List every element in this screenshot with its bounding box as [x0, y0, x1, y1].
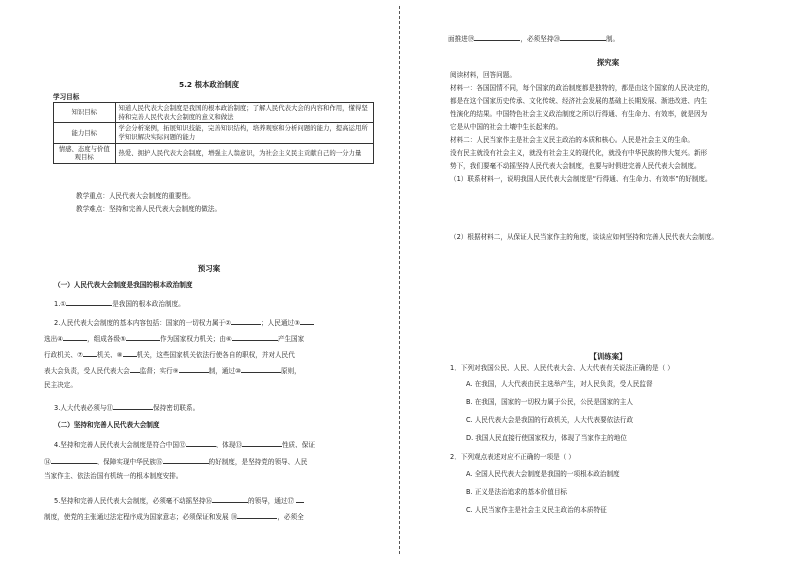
goals-heading: 学习目标: [53, 93, 80, 101]
question-5-line-1: 5.坚持和完善人民代表大会制度，必须毫不动摇坚持⑯ 的领导，通过⑰: [54, 495, 304, 507]
section-heading-1: （一）人民代表大会制度是我国的根本政治制度: [54, 281, 193, 289]
option-b: B. 在我国，国家的一切权力属于公民，公民是国家的主人: [466, 398, 633, 406]
option-c: C. 人民当家作主是社会主义民主政治的本质特征: [466, 506, 607, 514]
question-2-line-5: 民主决定。: [44, 381, 77, 389]
right-column: [448, 0, 768, 561]
material-1-line: 材料一：各国国情不同，每个国家的政治制度都是独特的，都是由这个国家的人民决定的，: [450, 84, 714, 92]
inquiry-title: 探究案: [596, 58, 620, 67]
answer-blank[interactable]: [163, 456, 209, 464]
lesson-title: 5.2 根本政治制度: [178, 80, 239, 89]
question-5-line-2: 制度，使党的主张通过法定程序成为国家意志；必须保证和发展 ⑱ ，必须全: [44, 513, 304, 521]
material-1-line: 都是在这个国家历史传承、文化传统、经济社会发展的基础上长期发展、渐进改进、内生: [450, 97, 708, 105]
answer-blank[interactable]: [63, 333, 87, 341]
goal-description: 知道人民代表大会制度是我国的根本政治制度；了解人民代表大会的内容和作用，懂得坚持和完善人民代表大会制度的意义和做法: [115, 103, 374, 123]
training-title: 【训练案】: [589, 352, 627, 361]
answer-blank[interactable]: [179, 365, 209, 373]
answer-blank[interactable]: [241, 365, 281, 373]
goals-table: [53, 102, 374, 164]
answer-blank[interactable]: [300, 317, 314, 325]
material-1-line: 它是从中国的社会土壤中生长起来的。: [450, 123, 563, 131]
answer-blank[interactable]: [237, 511, 277, 519]
question-2-line-4: 表大会负责，受人民代表大会 监督；实行⑨ 制，通过⑩ 原则，: [44, 367, 301, 375]
table-row: [54, 103, 374, 123]
goal-description: 热爱、拥护人民代表大会制度，增强主人翁意识，为社会主义民主贡献自己的一分力量: [115, 143, 374, 163]
question-2-line-1: 2.人民代表大会制度的基本内容包括：国家的一切权力属于② ；人民通过③: [54, 317, 314, 329]
continued-line: 面推进⑲ ，必须坚持⑳ 制。: [448, 35, 620, 43]
preview-title: 预习案: [197, 264, 221, 273]
answer-blank[interactable]: [113, 402, 153, 410]
answer-blank[interactable]: [212, 495, 248, 503]
key-point: 教学重点：人民代表大会制度的重要性。: [76, 192, 195, 200]
question-4-line-1: 4.坚持和完善人民代表大会制度是符合中国⑫ 、体现⑬ 性质、保证: [54, 441, 315, 449]
option-c: C. 人民代表大会是我国的行政机关，人大代表要依法行政: [466, 416, 634, 424]
option-b: B. 正义是法治追求的基本价值目标: [466, 488, 568, 496]
material-2-line: 势下，我们要毫不动摇坚持人民代表大会制度，也要与时俱进完善人民代表大会制度。: [450, 162, 701, 170]
answer-blank[interactable]: [123, 349, 137, 357]
table-row: [54, 123, 374, 143]
answer-blank[interactable]: [51, 456, 97, 464]
left-column: [44, 0, 374, 561]
option-a: A. 全国人民代表大会制度是我国的一项根本政治制度: [466, 470, 620, 478]
goal-description: 学会分析案例，拓展知识技能，完善知识结构，培养观察和分析问题的能力，提高运用所学知识解决实际问题的能力: [115, 123, 374, 143]
answer-blank[interactable]: [130, 365, 140, 373]
answer-blank[interactable]: [186, 439, 216, 447]
answer-blank[interactable]: [66, 298, 112, 306]
answer-blank[interactable]: [126, 333, 160, 341]
option-a: A. 在我国，人大代表由民主选举产生，对人民负责，受人民监督: [466, 380, 653, 388]
question-4-line-3: 当家作主、依法治国有机统一的根本制度安排。: [44, 472, 183, 480]
answer-blank[interactable]: [474, 33, 520, 41]
training-question-2: 2．下列观点表述对应不正确的一项是（ ）: [450, 453, 575, 461]
question-3: 3.人大代表必须与⑪ 保持密切联系。: [54, 404, 200, 412]
section-heading-2: （二）坚持和完善人民代表大会制度: [54, 421, 160, 429]
answer-blank[interactable]: [231, 317, 261, 325]
answer-blank[interactable]: [83, 349, 97, 357]
material-2-line: 没有民主就没有社会主义，就没有社会主义的现代化，就没有中华民族的伟大复兴。新形: [450, 149, 708, 157]
answer-blank[interactable]: [232, 333, 278, 341]
inquiry-question-2: （2）根据材料二，从保证人民当家作主的角度，谈谈应如何坚持和完善人民代表大会制度。: [450, 233, 718, 241]
answer-blank[interactable]: [560, 33, 606, 41]
inquiry-question-1: （1）联系材料一，说明我国人民代表大会制度是“行得通、有生命力、有效率”的好制度。: [450, 175, 712, 183]
question-2-line-3: 行政机关、⑦ 机关、⑧ 机关，这些国家机关依法行使各自的职权，并对人民代: [44, 351, 295, 359]
difficult-point: 教学难点：坚持和完善人民代表大会制度的做法。: [76, 205, 222, 213]
reading-prompt: 阅读材料，回答问题。: [450, 71, 516, 79]
goal-category: 能力目标: [54, 123, 116, 143]
option-d: D. 我国人民直接行使国家权力，体现了当家作主的地位: [466, 434, 627, 442]
question-4-line-2: ⑭ 、保障实现中华民族⑮ 的好制度，是坚持党的领导、人民: [44, 458, 308, 466]
table-row: [54, 143, 374, 163]
answer-blank[interactable]: [296, 495, 304, 503]
column-divider: [399, 6, 401, 554]
material-2-line: 材料二：人民当家作主是社会主义民主政治的本质和核心。人民是社会主义的生命。: [450, 136, 694, 144]
goal-category: 知识目标: [54, 103, 116, 123]
question-1: 1.① 是我国的根本政治制度。: [54, 300, 185, 308]
answer-blank[interactable]: [242, 439, 282, 447]
goal-category: 情感、态度与价值观目标: [54, 143, 116, 163]
training-question-1: 1．下列对我国公民、人民、人民代表大会、人大代表有关说法正确的是（ ）: [450, 364, 674, 372]
material-1-line: 性演化的结果。中国特色社会主义政治制度之所以行得通、有生命力、有效率，就是因为: [450, 110, 708, 118]
question-2-line-2: 选出④ ，组成各级⑤ 作为国家权力机关；由⑥ 产生国家: [44, 335, 305, 343]
